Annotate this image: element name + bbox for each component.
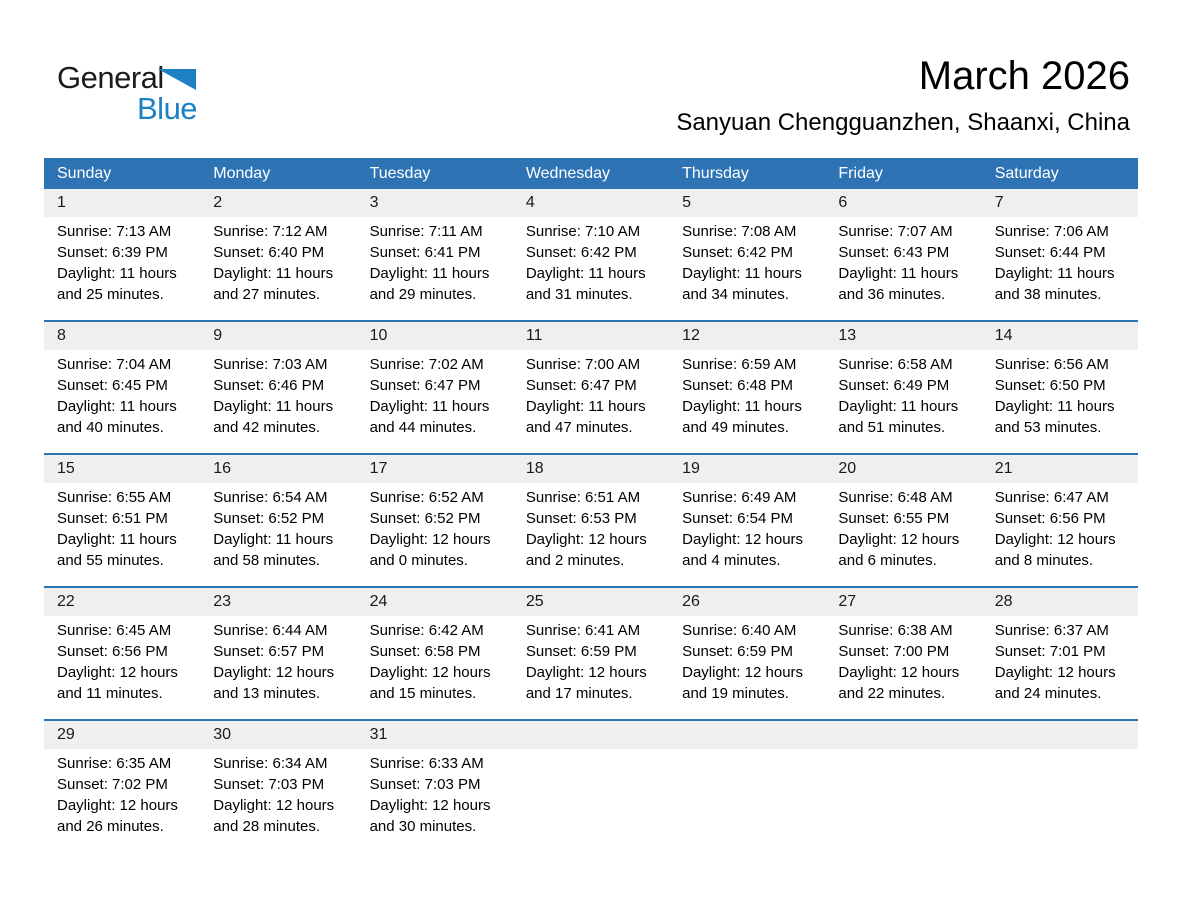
day-cell [44,721,200,852]
daylight-minutes-line: and 58 minutes. [213,552,321,569]
sunrise-line: Sunrise: 7:13 AM [57,223,172,240]
daylight-line: Daylight: 11 hours [682,398,802,415]
day-cell [825,588,981,719]
daylight-minutes-line: and 28 minutes. [213,818,321,835]
calendar-week-row [44,586,1138,719]
sunset-line: Sunset: 7:03 PM [213,776,325,793]
daylight-line: Daylight: 12 hours [994,531,1116,548]
daylight-minutes-line: and 22 minutes. [838,685,946,702]
day-number: 7 [982,189,1138,217]
sunset-line: Sunset: 6:46 PM [213,377,325,394]
day-details [44,616,200,719]
day-number: 26 [669,588,825,616]
weekday-monday: Monday [213,165,271,182]
day-details [669,350,825,453]
day-number: 21 [982,455,1138,483]
day-number: 17 [357,455,513,483]
sunrise-line: Sunrise: 7:00 AM [525,356,641,373]
empty-day-cell [669,721,825,852]
sunrise-line: Sunrise: 6:47 AM [994,489,1109,506]
sunset-line: Sunset: 7:01 PM [994,643,1106,660]
sunrise-line: Sunrise: 7:08 AM [682,223,797,240]
general-blue-logo [57,60,217,126]
daylight-minutes-line: and 30 minutes. [369,818,477,835]
daylight-minutes-line: and 24 minutes. [994,685,1102,702]
day-number: 22 [44,588,200,616]
sunset-line: Sunset: 6:42 PM [525,244,637,261]
daylight-minutes-line: and 55 minutes. [57,552,164,569]
day-cell [669,322,825,453]
day-number: 1 [44,189,200,217]
sunset-line: Sunset: 6:40 PM [213,244,325,261]
daylight-minutes-line: and 34 minutes. [682,286,789,303]
sunrise-line: Sunrise: 7:11 AM [369,223,483,240]
daylight-minutes-line: and 19 minutes. [682,685,789,702]
sunrise-line: Sunrise: 7:12 AM [213,223,328,240]
sunrise-line: Sunrise: 7:10 AM [525,223,641,240]
day-details [825,483,981,586]
sunrise-line: Sunrise: 6:54 AM [213,489,328,506]
weekday-sunday: Sunday [57,165,112,182]
sunset-line: Sunset: 6:55 PM [838,510,950,527]
sunset-line: Sunset: 6:49 PM [838,377,950,394]
day-details [357,350,513,453]
day-cell [357,588,513,719]
sunset-line: Sunset: 6:51 PM [57,510,168,527]
empty-day-cell [825,721,981,852]
day-details [982,350,1138,453]
day-number: 25 [513,588,669,616]
day-cell [825,189,981,320]
daylight-minutes-line: and 0 minutes. [369,552,468,569]
sunset-line: Sunset: 6:43 PM [838,244,950,261]
day-details [44,749,200,852]
day-number: 23 [200,588,356,616]
weekday-header-row [44,158,1138,189]
day-cell [669,189,825,320]
empty-day-cell [513,721,669,852]
sunset-line: Sunset: 6:54 PM [682,510,794,527]
calendar-week-row [44,189,1138,320]
day-number: 9 [200,322,356,350]
daylight-line: Daylight: 11 hours [838,398,959,415]
calendar-week-row [44,320,1138,453]
day-number [669,721,825,749]
daylight-minutes-line: and 49 minutes. [682,419,789,436]
day-details [825,217,981,320]
day-details [825,350,981,453]
daylight-line: Daylight: 12 hours [213,664,335,681]
sunset-line: Sunset: 7:03 PM [369,776,481,793]
daylight-line: Daylight: 11 hours [525,265,646,282]
day-number: 18 [513,455,669,483]
daylight-minutes-line: and 13 minutes. [213,685,321,702]
weekday-saturday: Saturday [994,165,1059,182]
day-details [982,217,1138,320]
day-cell [982,322,1138,453]
sunset-line: Sunset: 6:53 PM [525,510,637,527]
daylight-line: Daylight: 11 hours [369,398,490,415]
day-cell [669,588,825,719]
daylight-minutes-line: and 53 minutes. [994,419,1102,436]
sunset-line: Sunset: 6:56 PM [994,510,1106,527]
daylight-minutes-line: and 47 minutes. [525,419,633,436]
daylight-line: Daylight: 12 hours [57,664,178,681]
sunset-line: Sunset: 7:02 PM [57,776,168,793]
day-number: 12 [669,322,825,350]
daylight-minutes-line: and 17 minutes. [525,685,633,702]
day-number: 11 [513,322,669,350]
daylight-line: Daylight: 12 hours [838,664,960,681]
day-number: 14 [982,322,1138,350]
sunset-line: Sunset: 6:56 PM [57,643,168,660]
sunset-line: Sunset: 6:47 PM [369,377,481,394]
daylight-line: Daylight: 12 hours [682,664,804,681]
day-cell [44,189,200,320]
day-number: 20 [825,455,981,483]
daylight-line: Daylight: 11 hours [57,265,177,282]
day-details [357,217,513,320]
sunset-line: Sunset: 6:58 PM [369,643,481,660]
day-number [982,721,1138,749]
day-details [513,217,669,320]
day-number: 28 [982,588,1138,616]
page-title: March 2026 [918,54,1130,98]
daylight-line: Daylight: 12 hours [369,531,491,548]
day-details [513,483,669,586]
day-details [44,483,200,586]
daylight-line: Daylight: 12 hours [369,797,491,814]
sunset-line: Sunset: 6:57 PM [213,643,325,660]
sunrise-line: Sunrise: 7:06 AM [994,223,1109,240]
day-cell [44,588,200,719]
daylight-line: Daylight: 12 hours [994,664,1116,681]
daylight-line: Daylight: 12 hours [525,664,647,681]
sunrise-line: Sunrise: 6:52 AM [369,489,484,506]
day-details [200,217,356,320]
sunset-line: Sunset: 6:59 PM [525,643,637,660]
sunset-line: Sunset: 6:44 PM [994,244,1106,261]
day-number: 3 [357,189,513,217]
empty-day-cell [982,721,1138,852]
daylight-minutes-line: and 38 minutes. [994,286,1102,303]
weekday-wednesday: Wednesday [525,165,611,182]
day-number: 5 [669,189,825,217]
day-cell [44,455,200,586]
day-cell [44,322,200,453]
sunrise-line: Sunrise: 7:07 AM [838,223,953,240]
sunrise-line: Sunrise: 6:45 AM [57,622,172,639]
daylight-minutes-line: and 27 minutes. [213,286,321,303]
sunrise-line: Sunrise: 6:48 AM [838,489,953,506]
day-details [44,217,200,320]
calendar-weeks [44,189,1138,852]
calendar-week-row [44,719,1138,852]
daylight-minutes-line: and 36 minutes. [838,286,946,303]
sunset-line: Sunset: 6:39 PM [57,244,168,261]
day-details [982,483,1138,586]
sunrise-line: Sunrise: 7:04 AM [57,356,172,373]
daylight-minutes-line: and 4 minutes. [682,552,781,569]
weekday-friday: Friday [838,165,883,182]
day-details [669,483,825,586]
daylight-line: Daylight: 11 hours [994,265,1115,282]
day-details [200,749,356,852]
day-cell [200,721,356,852]
day-number: 30 [200,721,356,749]
day-details [513,616,669,719]
sunrise-line: Sunrise: 6:40 AM [682,622,797,639]
day-number: 10 [357,322,513,350]
day-cell [982,189,1138,320]
daylight-line: Daylight: 12 hours [369,664,491,681]
daylight-line: Daylight: 12 hours [213,797,335,814]
sunset-line: Sunset: 6:48 PM [682,377,794,394]
daylight-minutes-line: and 42 minutes. [213,419,321,436]
day-number: 27 [825,588,981,616]
sunrise-line: Sunrise: 6:56 AM [994,356,1109,373]
daylight-line: Daylight: 12 hours [525,531,647,548]
day-number: 15 [44,455,200,483]
sunset-line: Sunset: 6:42 PM [682,244,794,261]
sunset-line: Sunset: 6:41 PM [369,244,481,261]
daylight-minutes-line: and 6 minutes. [838,552,937,569]
day-cell [825,322,981,453]
day-cell [982,588,1138,719]
day-cell [825,455,981,586]
daylight-line: Daylight: 11 hours [525,398,646,415]
daylight-minutes-line: and 11 minutes. [57,685,163,702]
sunrise-line: Sunrise: 6:55 AM [57,489,172,506]
day-cell [982,455,1138,586]
day-number: 24 [357,588,513,616]
day-number: 6 [825,189,981,217]
daylight-minutes-line: and 29 minutes. [369,286,477,303]
day-number: 2 [200,189,356,217]
sunrise-line: Sunrise: 7:02 AM [369,356,484,373]
logo-text-general: General [57,60,164,95]
calendar-week-row [44,453,1138,586]
day-details [357,616,513,719]
sunrise-line: Sunrise: 6:58 AM [838,356,953,373]
day-cell [200,189,356,320]
daylight-line: Daylight: 12 hours [57,797,178,814]
daylight-minutes-line: and 51 minutes. [838,419,946,436]
sunrise-line: Sunrise: 6:42 AM [369,622,484,639]
sunrise-line: Sunrise: 6:35 AM [57,755,172,772]
day-details [669,217,825,320]
daylight-line: Daylight: 11 hours [213,265,334,282]
sunrise-line: Sunrise: 6:44 AM [213,622,328,639]
day-cell [669,455,825,586]
sunrise-line: Sunrise: 6:59 AM [682,356,797,373]
daylight-line: Daylight: 11 hours [369,265,490,282]
daylight-line: Daylight: 11 hours [213,398,334,415]
daylight-line: Daylight: 11 hours [213,531,334,548]
sunrise-line: Sunrise: 6:51 AM [525,489,641,506]
day-details [44,350,200,453]
day-cell [513,189,669,320]
day-cell [513,455,669,586]
day-details [513,350,669,453]
day-cell [200,322,356,453]
day-details [357,749,513,852]
day-details [669,616,825,719]
sunset-line: Sunset: 7:00 PM [838,643,950,660]
daylight-line: Daylight: 11 hours [57,531,177,548]
daylight-line: Daylight: 11 hours [994,398,1115,415]
day-cell [357,721,513,852]
daylight-minutes-line: and 15 minutes. [369,685,477,702]
daylight-line: Daylight: 11 hours [838,265,959,282]
daylight-minutes-line: and 31 minutes. [525,286,633,303]
day-cell [200,588,356,719]
day-cell [357,189,513,320]
day-number [825,721,981,749]
sunset-line: Sunset: 6:52 PM [369,510,481,527]
sunrise-line: Sunrise: 6:49 AM [682,489,797,506]
daylight-minutes-line: and 44 minutes. [369,419,477,436]
sunrise-line: Sunrise: 6:37 AM [994,622,1109,639]
daylight-minutes-line: and 40 minutes. [57,419,164,436]
sunset-line: Sunset: 6:47 PM [525,377,637,394]
sunset-line: Sunset: 6:59 PM [682,643,794,660]
day-cell [513,588,669,719]
month-calendar [44,158,1138,852]
day-number: 16 [200,455,356,483]
day-number: 31 [357,721,513,749]
daylight-line: Daylight: 11 hours [57,398,177,415]
logo-text-blue: Blue [137,91,198,126]
sunset-line: Sunset: 6:52 PM [213,510,325,527]
sunrise-line: Sunrise: 6:34 AM [213,755,328,772]
weekday-tuesday: Tuesday [369,165,431,182]
sunset-line: Sunset: 6:45 PM [57,377,168,394]
day-details [982,616,1138,719]
daylight-minutes-line: and 8 minutes. [994,552,1094,569]
day-cell [513,322,669,453]
calendar-header [676,52,1130,137]
daylight-minutes-line: and 2 minutes. [525,552,625,569]
day-cell [357,455,513,586]
daylight-line: Daylight: 12 hours [682,531,804,548]
day-number: 8 [44,322,200,350]
day-number: 4 [513,189,669,217]
day-number: 19 [669,455,825,483]
day-cell [200,455,356,586]
day-details [357,483,513,586]
day-cell [357,322,513,453]
day-details [200,483,356,586]
daylight-line: Daylight: 12 hours [838,531,960,548]
daylight-minutes-line: and 26 minutes. [57,818,164,835]
sunrise-line: Sunrise: 6:38 AM [838,622,953,639]
sunset-line: Sunset: 6:50 PM [994,377,1106,394]
day-number: 29 [44,721,200,749]
day-details [200,616,356,719]
sunrise-line: Sunrise: 6:41 AM [525,622,641,639]
day-number [513,721,669,749]
weekday-thursday: Thursday [682,165,749,182]
day-number: 13 [825,322,981,350]
daylight-minutes-line: and 25 minutes. [57,286,164,303]
day-details [825,616,981,719]
day-details [200,350,356,453]
sunrise-line: Sunrise: 6:33 AM [369,755,484,772]
location-subtitle: Sanyuan Chengguanzhen, Shaanxi, China [676,109,1130,136]
daylight-line: Daylight: 11 hours [682,265,802,282]
sunrise-line: Sunrise: 7:03 AM [213,356,328,373]
